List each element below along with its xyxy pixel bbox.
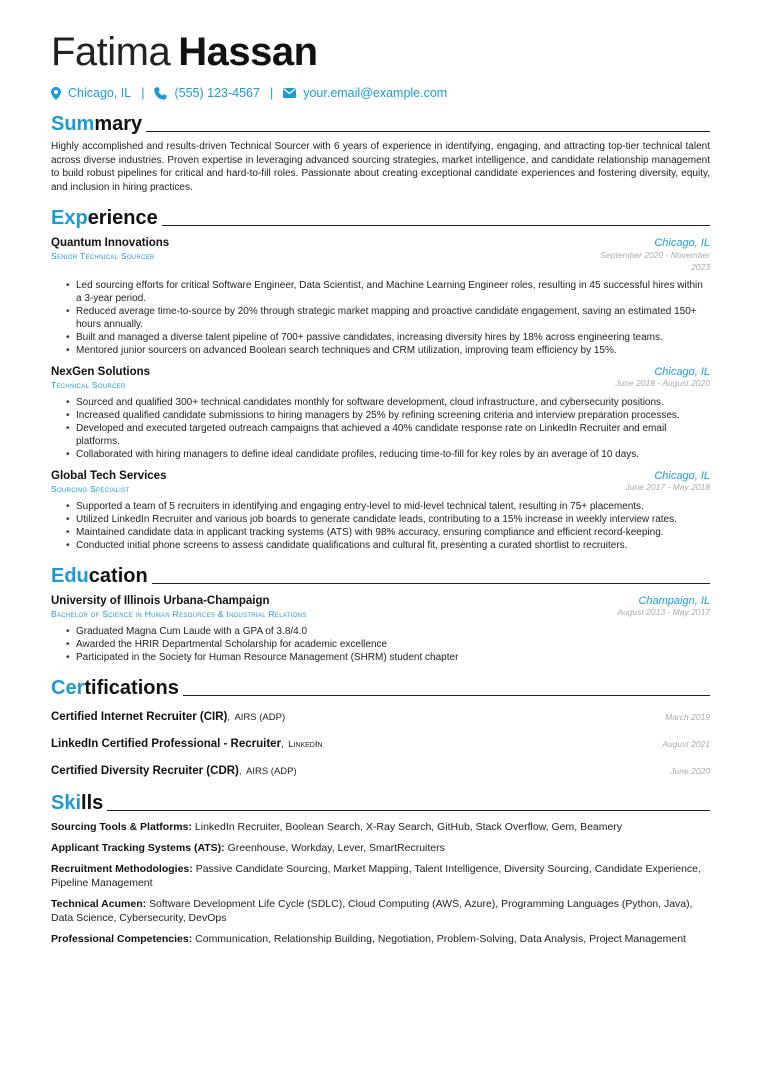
bullet-item: • Graduated Magna Cum Laude with a GPA of 3.8/4.0 — [76, 625, 710, 638]
skill-row — [51, 820, 710, 834]
certification-item: Certified Diversity Recruiter (CDR), AIRS (ADP) June 2020 — [51, 765, 710, 777]
skill-value: LinkedIn Recruiter, Boolean Search, X-Ray Search, GitHub, Stack Overflow, Gem, Beamery — [194, 821, 623, 833]
skill-row — [51, 841, 710, 855]
cert-org: AIRS (ADP) — [234, 712, 286, 723]
skill-label: Recruitment Methodologies: — [51, 863, 193, 875]
email-link: your.email@example.com — [303, 86, 448, 100]
job-location: Chicago, IL — [654, 470, 710, 482]
skill-row — [51, 862, 710, 890]
bullet-item: • Developed and executed targeted outreach campaigns that achieved a 40% candidate response rate on LinkedIn Recruiter and email platforms. — [76, 422, 710, 448]
job-company: Global Tech Services — [51, 470, 167, 482]
cert-name: Certified Internet Recruiter (CIR) — [51, 711, 228, 723]
job-location: Chicago, IL — [654, 237, 710, 249]
education-heading — [51, 566, 710, 586]
certification-item: LinkedIn Certified Professional - Recruiter, LinkedIn August 2021 — [51, 738, 710, 750]
job-dates: June 2018 - August 2020 — [615, 378, 710, 388]
section-title: Education — [51, 565, 148, 587]
bullet-item: • Reduced average time-to-source by 20% through strategic market mapping and proactive candidate engagement, saving an estimated 150+ hours annually. — [76, 305, 710, 331]
location-text: Chicago, IL — [68, 86, 132, 100]
skill-value: Passive Candidate Sourcing, Market Mapping, Talent Intelligence, Diversity Sourcing, Candidate Experience, Pipeline Management — [51, 863, 701, 889]
experience-heading — [51, 208, 710, 228]
bullet-item: • Utilized LinkedIn Recruiter and various job boards to generate candidate leads, contributing to a 15% increase in weekly interview rates. — [76, 513, 710, 526]
job-location: Chicago, IL — [654, 366, 710, 378]
job-company: NexGen Solutions — [51, 366, 151, 378]
summary-heading — [51, 114, 710, 134]
bullet-item: • Mentored junior sourcers on advanced Boolean search techniques and CRM utilization, improving team efficiency by 15%. — [76, 344, 710, 357]
cert-date: March 2019 — [665, 712, 710, 722]
job-bullets — [51, 279, 710, 357]
bullet-item: • Sourced and qualified 300+ technical candidates monthly for software development, cloud infrastructure, and cybersecurity positions. — [76, 396, 710, 409]
section-title: Experience — [51, 207, 158, 229]
section-divider — [107, 810, 710, 811]
job-title: Senior Technical Sourcer — [51, 251, 155, 261]
last-name: Hassan — [178, 30, 318, 74]
contact-email[interactable] — [283, 86, 447, 100]
skill-label: Technical Acumen: — [51, 898, 147, 910]
section-title: Certifications — [51, 677, 179, 699]
cert-date: June 2020 — [670, 766, 710, 776]
bullet-item: • Conducted initial phone screens to assess candidate qualifications and cultural fit, presenting a curated shortlist to recruiters. — [76, 539, 710, 552]
skills-heading — [51, 793, 710, 813]
education-bullets — [51, 625, 710, 664]
contact-separator: | — [269, 86, 274, 100]
section-title: Skills — [51, 792, 104, 814]
contact-location — [51, 86, 131, 100]
bullet-item: • Increased qualified candidate submissions to hiring managers by 25% by refining screening criteria and interview preparation processes. — [76, 409, 710, 422]
job-entry — [51, 366, 710, 461]
skill-label: Sourcing Tools & Platforms: — [51, 821, 192, 833]
bullet-item: • Maintained candidate data in applicant tracking systems (ATS) with 98% accuracy, ensuring compliance and efficient record-keeping. — [76, 526, 710, 539]
job-entry — [51, 470, 710, 552]
cert-org: LinkedIn — [288, 739, 323, 750]
skill-value: Software Development Life Cycle (SDLC), Cloud Computing (AWS, Azure), Programming Languages (Python, Java), Data Science, Cybersecurity, DevOps — [51, 898, 693, 924]
contact-line — [51, 86, 710, 100]
job-company: Quantum Innovations — [51, 237, 170, 249]
skill-row — [51, 932, 710, 946]
job-dates: June 2017 - May 2018 — [625, 482, 710, 492]
cert-org: AIRS (ADP) — [245, 766, 297, 777]
cert-name: Certified Diversity Recruiter (CDR) — [51, 765, 239, 777]
skill-label: Applicant Tracking Systems (ATS): — [51, 842, 225, 854]
bullet-item: • Supported a team of 5 recruiters in identifying and engaging entry-level to mid-level technical talent, resulting in 75+ placements. — [76, 500, 710, 513]
job-bullets — [51, 396, 710, 461]
contact-phone[interactable] — [154, 86, 259, 100]
bullet-item: • Led sourcing efforts for critical Software Engineer, Data Scientist, and Machine Learning Engineer roles, resulting in 45 successful hires within a 3-year period. — [76, 279, 710, 305]
bullet-item: • Collaborated with hiring managers to define ideal candidate profiles, reducing time-to-fill for key roles by an average of 10 days. — [76, 448, 710, 461]
section-title: Summary — [51, 113, 143, 135]
bullet-item: • Participated in the Society for Human Resource Management (SHRM) student chapter — [76, 651, 710, 664]
job-entry — [51, 237, 710, 357]
job-dates: September 2020 - November 2023 — [600, 250, 710, 272]
certification-item: Certified Internet Recruiter (CIR), AIRS (ADP) March 2019 — [51, 711, 710, 723]
section-divider — [152, 583, 710, 584]
summary-text: Highly accomplished and results-driven Technical Sourcer with 6 years of experience in identifying, engaging, and attracting top-tier technical talent across diverse industries. Proven expertise in leveraging advanced sourcing strategies, market intelligence, and candidate relationship management to build robust pipelines for critical and hard-to-fill roles. Passionate about creating exceptional candidate experiences and fostering diversity, equity, and inclusion in hiring practices. — [51, 141, 710, 193]
bullet-item: • Awarded the HRIR Departmental Scholarship for academic excellence — [76, 638, 710, 651]
job-title: Technical Sourcer — [51, 380, 126, 390]
education-entry — [51, 595, 710, 664]
cert-date: August 2021 — [662, 739, 710, 749]
phone-text: (555) 123-4567 — [174, 86, 260, 100]
section-divider — [183, 695, 710, 696]
section-divider — [146, 131, 710, 132]
school-name: University of Illinois Urbana-Champaign — [51, 595, 270, 607]
bullet-item: • Built and managed a diverse talent pipeline of 700+ passive candidates, increasing diversity hires by 18% across engineering teams. — [76, 331, 710, 344]
envelope-icon — [283, 88, 296, 98]
school-location: Champaign, IL — [638, 595, 710, 607]
skill-row — [51, 897, 710, 925]
job-title: Sourcing Specialist — [51, 484, 130, 494]
skill-value: Communication, Relationship Building, Negotiation, Problem-Solving, Data Analysis, Project Management — [195, 933, 686, 945]
first-name: Fatima — [51, 30, 171, 74]
phone-icon — [154, 87, 167, 100]
cert-name: LinkedIn Certified Professional - Recruiter — [51, 738, 282, 750]
degree-name: Bachelor of Science in Human Resources & Industrial Relations — [51, 609, 307, 619]
map-marker-icon — [51, 87, 61, 100]
skill-label: Professional Competencies: — [51, 933, 193, 945]
candidate-name — [51, 30, 710, 74]
contact-separator: | — [141, 86, 145, 100]
section-divider — [162, 225, 710, 226]
job-bullets — [51, 500, 710, 552]
skill-value: Greenhouse, Workday, Lever, SmartRecruiters — [227, 842, 445, 854]
education-dates: August 2013 - May 2017 — [617, 607, 710, 617]
certifications-heading — [51, 678, 710, 698]
